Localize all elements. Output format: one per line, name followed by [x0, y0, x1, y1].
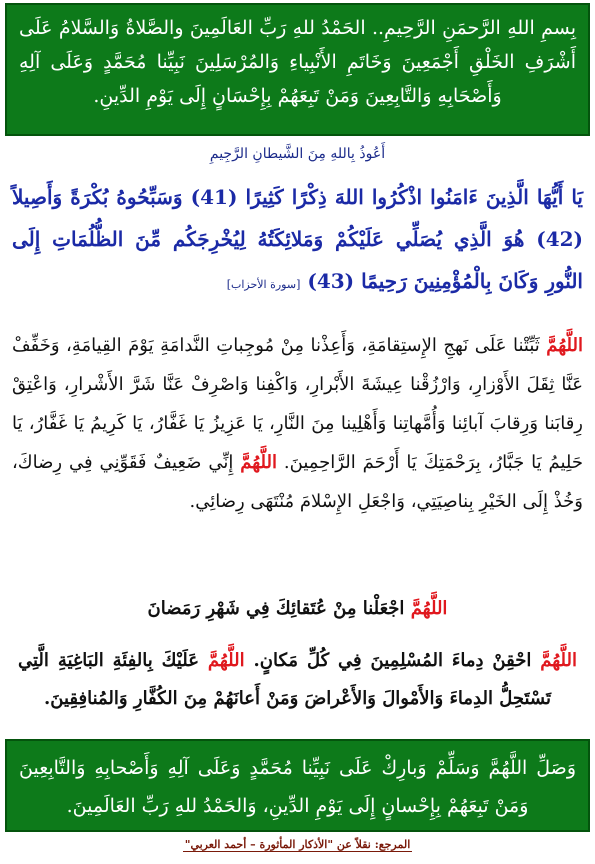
allahumma-word: اللَّهُمَّ — [240, 452, 278, 473]
istiadha-line: أَعُوذُ بِاللهِ مِنَ الشَّيطانِ الرَّجِيمِ — [209, 146, 386, 162]
source-reference — [0, 838, 595, 851]
allahumma-word: اللَّهُمَّ — [540, 650, 577, 671]
closing-salawat-box — [5, 739, 590, 832]
surah-reference: [سورة الأحزاب] — [226, 278, 301, 291]
closing-text-1: احْقِنْ دِماءَ المُسْلِمِينَ فِي كُلِّ مَكانٍ. — [253, 650, 532, 671]
ramadan-text: اجْعَلْنا مِنْ عُتَقائِكَ فِي شَهْرِ رَمَضانَ — [147, 598, 405, 619]
verse-number-42: (42) — [536, 227, 584, 251]
supplication-text-1: ثَبِّتْنا عَلَى نَهجِ الإِستِقامَةِ، وَأَعِذْنا مِنْ مُوجِباتِ النَّدامَةِ يَوْمَ القِيامَةِ، وَخَفِّفْ عَنَّا ثِقَلَ الأَوْزارِ، وَارْزُقْنا عِيشَةَ الأَبْرارِ، وَاكْفِنا وَاصْرِفْ عَنَّا شَرَّ الأَشْرارِ، وَاعْتِقْ رِقابَنا وَرِقابَ آبائِنا وَأُمَّهاتِنا وَأَهْلِينا مِنَ النَّارِ، يَا عَزِيزُ يَا غَفَّارُ، يَا كَرِيمُ يَا غَفَّارُ، يَا حَلِيمُ يَا جَبَّارُ، بِرَحْمَتِكَ يَا أَرْحَمَ الرَّاحِمِينَ. — [12, 335, 584, 473]
verse-number-43: (43) — [307, 269, 355, 293]
allahumma-word: اللَّهُمَّ — [207, 650, 245, 671]
source-text: نقلاً عن "الأذكار المأثورة – أحمد العربي" — [184, 838, 371, 851]
verse-number-41: (41) — [190, 185, 238, 209]
verse-41-text: يَا أَيُّهَا الَّذِينَ ءَامَنُوا اذْكُرُوا اللهَ ذِكْرًا كَثِيرًا — [245, 185, 583, 209]
supplication-text-2: إِنِّي ضَعِيفٌ فَقَوِّنِي فِي رِضاكَ، وَخُذْ إِلَى الخَيْرِ بِناصِيَتِي، وَاجْعَلِ الإِسْلامَ مُنْتَهَى رِضائِي. — [12, 452, 583, 512]
allahumma-word: اللَّهُمَّ — [410, 598, 448, 619]
verse-42-text: وَسَبِّحُوهُ بُكْرَةً وَأَصِيلاً — [12, 185, 183, 209]
main-supplication — [12, 326, 583, 521]
quran-verse-block — [12, 176, 583, 306]
allahumma-word: اللَّهُمَّ — [546, 335, 583, 356]
source-label: المرجع: — [374, 838, 411, 851]
ramadan-supplication — [0, 598, 595, 619]
closing-salawat-text: وَصَلِّ اللَّهُمَّ وَسَلِّمْ وَبارِكْ عَلَى نَبِيِّنا مُحَمَّدٍ وَعَلَى آلِهِ وَأَصْحابِهِ وَالتَّابِعِينَ وَمَنْ تَبِعَهُمْ بِإِحْسانٍ إِلَى يَوْمِ الدِّينِ، وَالحَمْدُ للهِ رَبِّ العَالَمِينَ. — [19, 757, 576, 817]
verse-43-text: هُوَ الَّذِي يُصَلِّي عَلَيْكُمْ وَمَلائِكَتُهُ لِيُخْرِجَكُم مِّنَ الظُّلُمَاتِ إِلَى النُّورِ وَكَانَ بِالْمُؤْمِنِينَ رَحِيمًا — [12, 227, 583, 293]
source-citation — [183, 838, 413, 852]
closing-supplication — [18, 642, 577, 718]
opening-praise-text: بِسمِ اللهِ الرَّحمَنِ الرَّحِيمِ.. الحَمْدُ للهِ رَبِّ العَالَمِينَ والصَّلاةُ وَالسَّلامُ عَلَى أَشْرَفِ الخَلْقِ أَجْمَعِينَ وَخَاتَمِ الأَنْبِياءِ وَالمُرْسَلِينَ نَبِيِّنا مُحَمَّدٍ وَعَلَى آلِهِ وَأَصْحَابِهِ وَالتَّابِعِينَ وَمَنْ تَبِعَهُمْ بِإِحْسَانٍ إِلَى يَوْمِ الدِّينِ. — [19, 17, 576, 107]
opening-praise-box — [5, 3, 590, 136]
closing-text-2: عَلَيْكَ بِالفِئَةِ البَاغِيَةِ الَّتِي تَسْتَحِلُّ الدِماءَ وَالأَمْوالَ وَالأَعْراضَ وَمَنْ أَعانَهُمْ مِنَ الكُفَّارِ وَالمُنافِقِينَ. — [18, 650, 551, 709]
